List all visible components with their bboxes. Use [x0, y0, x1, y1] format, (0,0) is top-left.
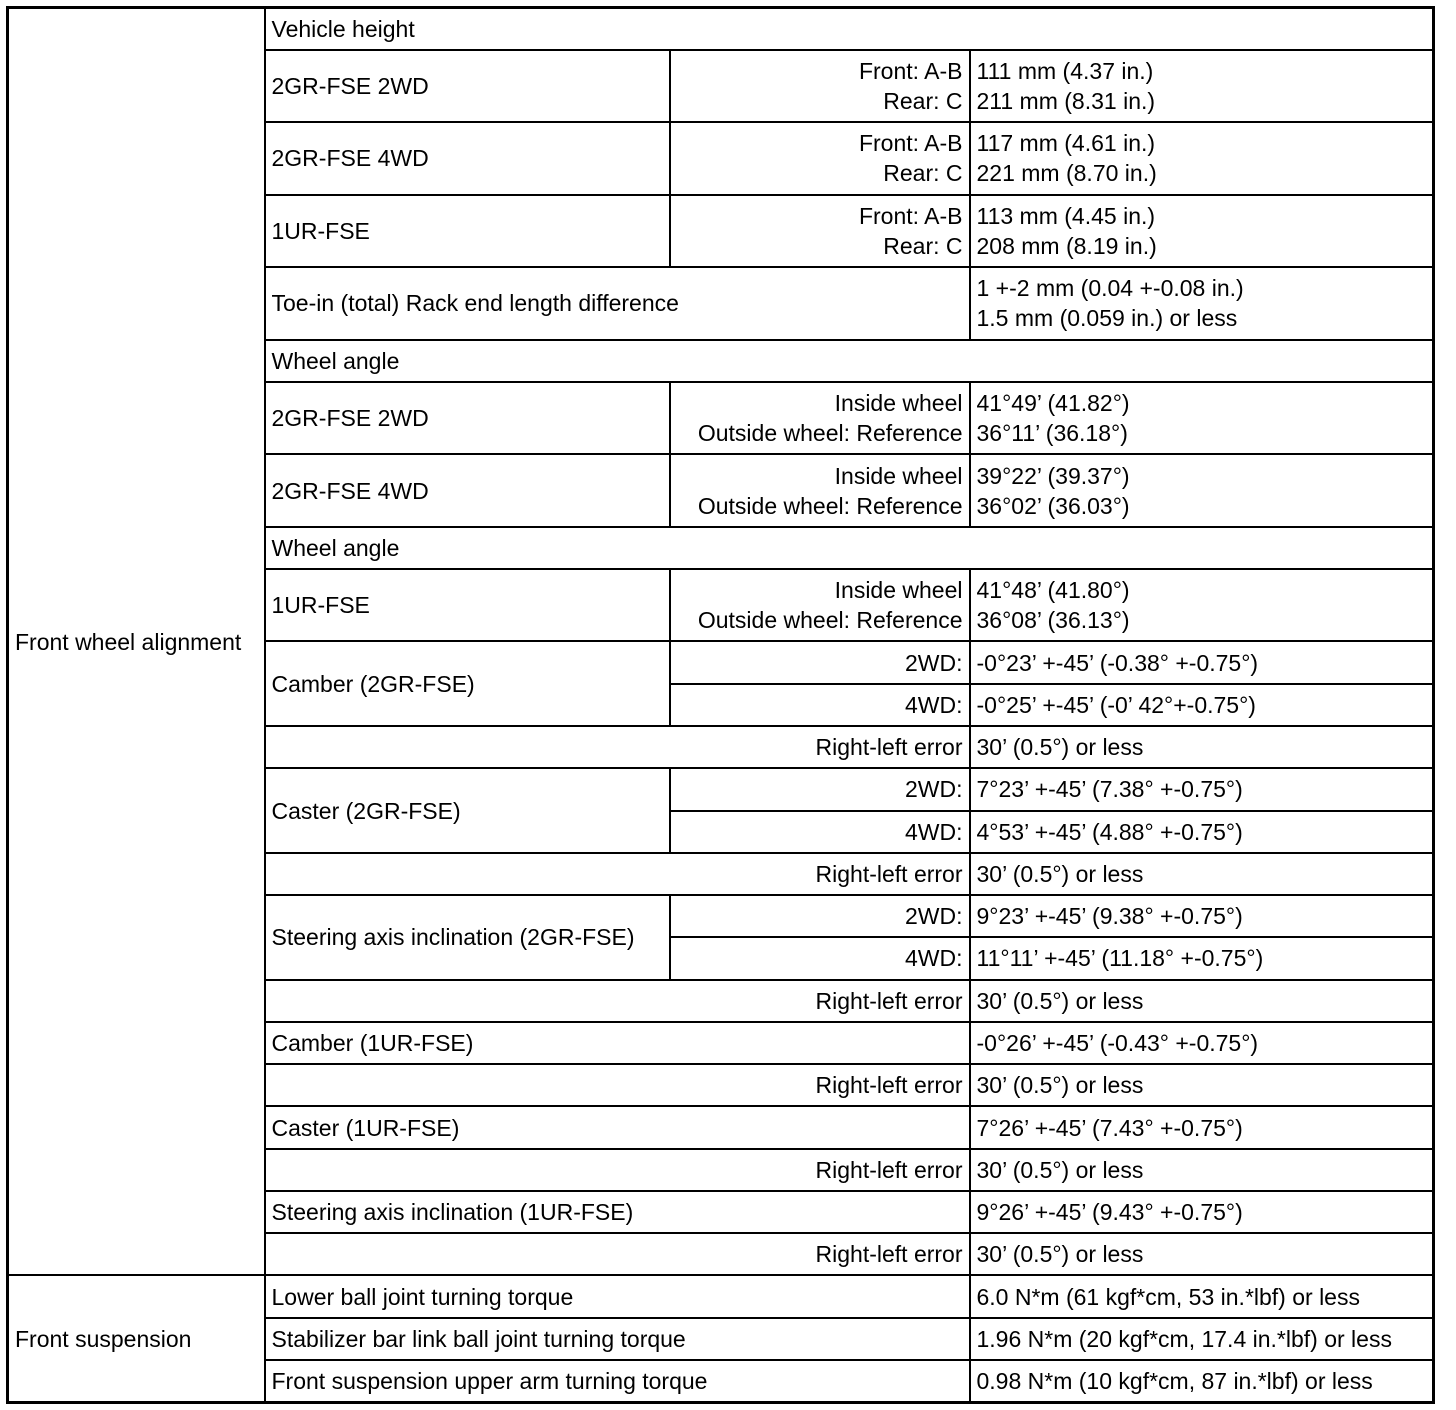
error-label-cell: Right-left error	[265, 1149, 970, 1191]
model-cell: 2GR-FSE 4WD	[265, 454, 670, 526]
value-cell: -0°23’ +-45’ (-0.38° +-0.75°)	[970, 641, 1434, 683]
error-label-cell: Right-left error	[265, 1064, 970, 1106]
sub-label-cell: 2WD:	[670, 895, 970, 937]
caster-1ur-label: Caster (1UR-FSE)	[265, 1106, 970, 1148]
error-label-cell: Right-left error	[265, 1233, 970, 1275]
sub-label-cell: 2WD:	[670, 641, 970, 683]
label-cell: Inside wheel Outside wheel: Reference	[670, 454, 970, 526]
suspension-label: Stabilizer bar link ball joint turning torque	[265, 1318, 970, 1360]
sub-label-cell: 2WD:	[670, 768, 970, 810]
toe-in-value: 1 +-2 mm (0.04 +-0.08 in.) 1.5 mm (0.059 in.) or less	[970, 267, 1434, 339]
label-cell: Front: A-B Rear: C	[670, 50, 970, 122]
camber-1ur-label: Camber (1UR-FSE)	[265, 1022, 970, 1064]
specification-table	[6, 6, 1435, 1404]
value-cell: 30’ (0.5°) or less	[970, 726, 1434, 768]
suspension-label: Lower ball joint turning torque	[265, 1275, 970, 1317]
vehicle-height-header-row	[8, 8, 1434, 50]
value-cell: 117 mm (4.61 in.) 221 mm (8.70 in.)	[970, 122, 1434, 194]
value-cell: 30’ (0.5°) or less	[970, 853, 1434, 895]
model-cell: 2GR-FSE 4WD	[265, 122, 670, 194]
label-cell: Front: A-B Rear: C	[670, 195, 970, 267]
table-row	[8, 1275, 1434, 1317]
section-front-suspension: Front suspension	[8, 1275, 265, 1402]
wheel-angle-header: Wheel angle	[265, 527, 1434, 569]
value-cell: 30’ (0.5°) or less	[970, 980, 1434, 1022]
camber-2gr-label: Camber (2GR-FSE)	[265, 641, 670, 726]
sub-label-cell: 4WD:	[670, 937, 970, 979]
model-cell: 1UR-FSE	[265, 195, 670, 267]
value-cell: 111 mm (4.37 in.) 211 mm (8.31 in.)	[970, 50, 1434, 122]
wheel-angle-header: Wheel angle	[265, 340, 1434, 382]
caster-2gr-label: Caster (2GR-FSE)	[265, 768, 670, 853]
sub-label-cell: 4WD:	[670, 684, 970, 726]
sai-1ur-label: Steering axis inclination (1UR-FSE)	[265, 1191, 970, 1233]
suspension-label: Front suspension upper arm turning torque	[265, 1360, 970, 1403]
toe-in-label: Toe-in (total) Rack end length difference	[265, 267, 970, 339]
model-cell: 2GR-FSE 2WD	[265, 382, 670, 454]
value-cell: 41°49’ (41.82°) 36°11’ (36.18°)	[970, 382, 1434, 454]
value-cell: 30’ (0.5°) or less	[970, 1233, 1434, 1275]
section-front-wheel-alignment: Front wheel alignment	[8, 8, 265, 1276]
value-cell: 7°26’ +-45’ (7.43° +-0.75°)	[970, 1106, 1434, 1148]
value-cell: 9°26’ +-45’ (9.43° +-0.75°)	[970, 1191, 1434, 1233]
value-cell: 7°23’ +-45’ (7.38° +-0.75°)	[970, 768, 1434, 810]
value-cell: 0.98 N*m (10 kgf*cm, 87 in.*lbf) or less	[970, 1360, 1434, 1403]
error-label-cell: Right-left error	[265, 980, 970, 1022]
value-cell: 113 mm (4.45 in.) 208 mm (8.19 in.)	[970, 195, 1434, 267]
value-cell: 30’ (0.5°) or less	[970, 1149, 1434, 1191]
value-cell: 11°11’ +-45’ (11.18° +-0.75°)	[970, 937, 1434, 979]
error-label-cell: Right-left error	[265, 853, 970, 895]
value-cell: 41°48’ (41.80°) 36°08’ (36.13°)	[970, 569, 1434, 641]
value-cell: 39°22’ (39.37°) 36°02’ (36.03°)	[970, 454, 1434, 526]
label-cell: Front: A-B Rear: C	[670, 122, 970, 194]
sai-2gr-label: Steering axis inclination (2GR-FSE)	[265, 895, 670, 980]
value-cell: 4°53’ +-45’ (4.88° +-0.75°)	[970, 811, 1434, 853]
value-cell: 6.0 N*m (61 kgf*cm, 53 in.*lbf) or less	[970, 1275, 1434, 1317]
label-cell: Inside wheel Outside wheel: Reference	[670, 382, 970, 454]
value-cell: 1.96 N*m (20 kgf*cm, 17.4 in.*lbf) or less	[970, 1318, 1434, 1360]
value-cell: 9°23’ +-45’ (9.38° +-0.75°)	[970, 895, 1434, 937]
model-cell: 2GR-FSE 2WD	[265, 50, 670, 122]
sub-label-cell: 4WD:	[670, 811, 970, 853]
model-cell: 1UR-FSE	[265, 569, 670, 641]
value-cell: 30’ (0.5°) or less	[970, 1064, 1434, 1106]
label-cell: Inside wheel Outside wheel: Reference	[670, 569, 970, 641]
vehicle-height-header: Vehicle height	[265, 8, 1434, 50]
error-label-cell: Right-left error	[265, 726, 970, 768]
value-cell: -0°26’ +-45’ (-0.43° +-0.75°)	[970, 1022, 1434, 1064]
value-cell: -0°25’ +-45’ (-0’ 42°+-0.75°)	[970, 684, 1434, 726]
